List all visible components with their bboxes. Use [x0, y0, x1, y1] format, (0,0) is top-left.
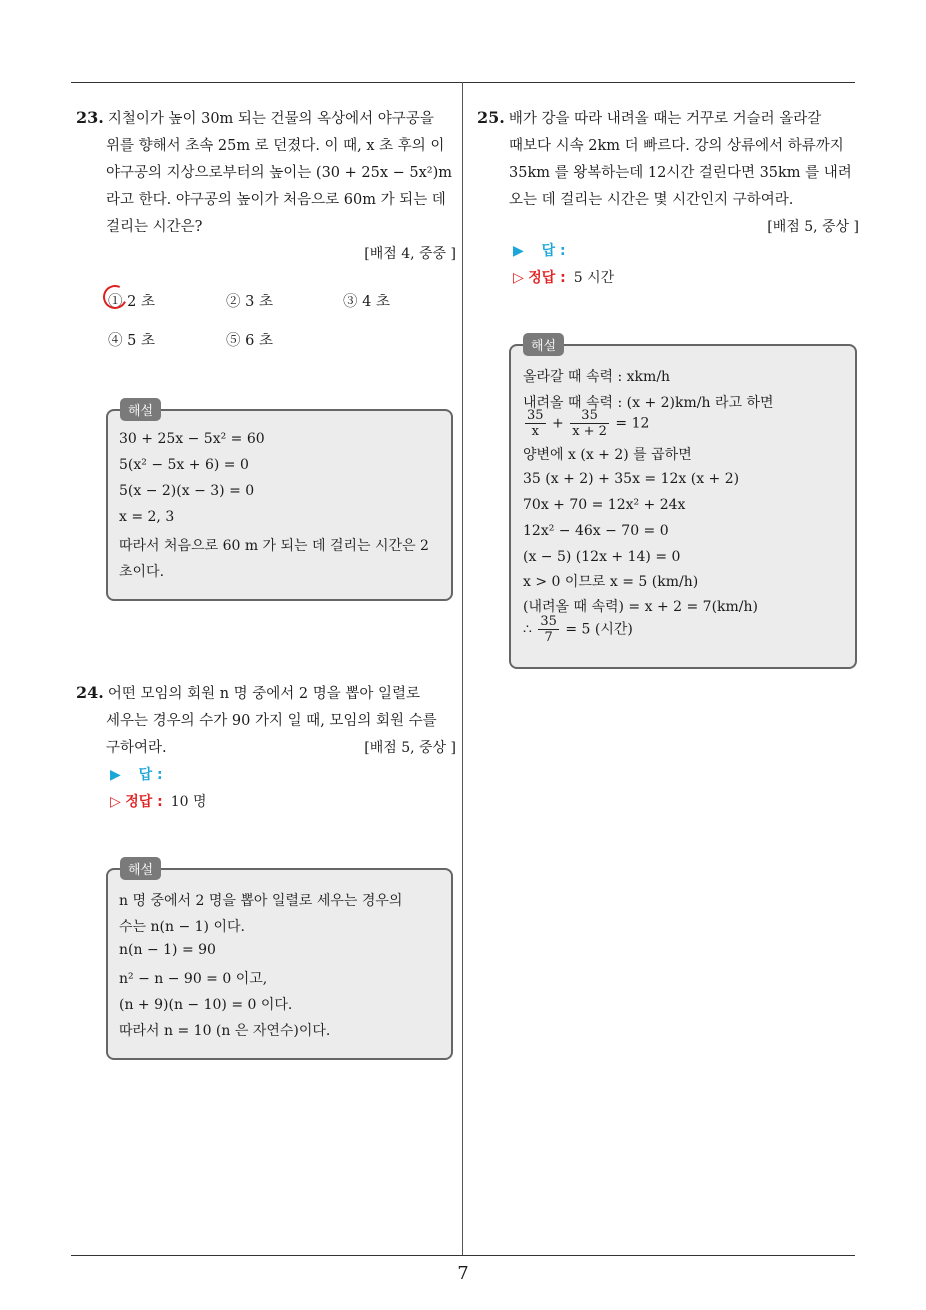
question-24	[76, 679, 456, 762]
solution-line: 35 (x + 2) + 35x = 12x (x + 2)	[523, 471, 740, 487]
question-text-line: 때보다 시속 2km 더 빠르다. 강의 상류에서 하류까지	[509, 138, 844, 154]
equation-rhs: = 5 (시간)	[565, 621, 633, 638]
question-23	[76, 104, 456, 268]
correct-label: 정답 :	[125, 794, 163, 810]
solution-line: n² − n − 90 = 0 이고,	[119, 971, 268, 987]
page-number: 7	[457, 1263, 469, 1284]
solution-line: 초이다.	[119, 564, 165, 580]
solution-line: 12x² − 46x − 70 = 0	[523, 523, 669, 539]
question-text-line: 35km 를 왕복하는데 12시간 걸린다면 35km 를 내려	[509, 165, 852, 181]
question-text-line: 구하여라.	[106, 740, 167, 756]
solution-line: 5(x² − 5x + 6) = 0	[119, 457, 249, 473]
solution-line: (n + 9)(n − 10) = 0 이다.	[119, 997, 293, 1013]
question-text-line: 오는 데 걸리는 시간은 몇 시간인지 구하여라.	[509, 192, 794, 208]
fraction-numerator: 35	[527, 408, 544, 423]
solution-box-24	[106, 863, 453, 1060]
question-text-line: 위를 향해서 초속 25m 로 던졌다. 이 때, x 초 후의 이	[106, 138, 445, 154]
solution-line: 수는 n(n − 1) 이다.	[119, 919, 245, 935]
answer-block-24	[110, 762, 207, 816]
answer-label: 답 :	[541, 243, 566, 259]
score-meta: [배점 4, 중중 ]	[364, 246, 456, 262]
fraction-denominator: x	[531, 424, 539, 439]
question-text-line: 지철이가 높이 30m 되는 건물의 옥상에서 야구공을	[107, 111, 434, 127]
fraction-numerator: 35	[540, 614, 557, 629]
correct-value: 10 명	[170, 794, 207, 810]
equation-rhs: = 12	[615, 415, 650, 432]
choice-list	[108, 290, 448, 350]
solution-box-25	[509, 339, 857, 669]
choice-4[interactable]: ④ 5 초	[108, 333, 155, 349]
choice-1[interactable]: ① 2 초	[108, 290, 155, 311]
question-text-line: 라고 한다. 야구공의 높이가 처음으로 60m 가 되는 데	[106, 192, 446, 208]
outline-arrow-icon: ▷	[513, 270, 524, 286]
question-number: 24.	[76, 683, 104, 702]
solution-line: n(n − 1) = 90	[119, 942, 216, 958]
score-meta: [배점 5, 중상 ]	[767, 219, 859, 235]
solution-line: 5(x − 2)(x − 3) = 0	[119, 483, 255, 499]
correct-label: 정답 :	[528, 270, 566, 286]
solution-tag: 해설	[120, 398, 161, 421]
question-25	[477, 104, 859, 241]
fraction-numerator: 35	[570, 408, 609, 424]
question-number: 23.	[76, 108, 104, 127]
solution-line: n 명 중에서 2 명을 뽑아 일렬로 세우는 경우의	[119, 893, 403, 909]
solution-box-23	[106, 404, 453, 601]
solution-line: 양변에 x (x + 2) 를 곱하면	[523, 447, 692, 463]
outline-arrow-icon: ▷	[110, 794, 121, 810]
solution-line: 내려올 때 속력 : (x + 2)km/h 라고 하면	[523, 395, 774, 411]
question-text-line: 걸리는 시간은?	[106, 219, 203, 235]
question-number: 25.	[477, 108, 505, 127]
play-arrow-icon: ▶	[513, 243, 524, 259]
question-text-line: 세우는 경우의 수가 90 가지 일 때, 모임의 회원 수를	[106, 713, 437, 729]
choice-2[interactable]: ② 3 초	[226, 294, 273, 310]
therefore-symbol: ∴	[523, 621, 532, 638]
answer-block-25	[513, 238, 614, 292]
correct-value: 5 시간	[573, 270, 615, 286]
solution-line: 30 + 25x − 5x² = 60	[119, 431, 265, 447]
solution-tag: 해설	[120, 857, 161, 880]
fraction-denominator: 7	[544, 630, 553, 645]
answer-label: 답 :	[138, 767, 163, 783]
solution-line: 70x + 70 = 12x² + 24x	[523, 497, 686, 513]
solution-line: 따라서 n = 10 (n 은 자연수)이다.	[119, 1023, 331, 1039]
bottom-rule	[71, 1255, 855, 1256]
question-text-line: 어떤 모임의 회원 n 명 중에서 2 명을 뽑아 일렬로	[107, 686, 421, 702]
fraction-conclusion	[523, 614, 633, 645]
solution-line: (x − 5) (12x + 14) = 0	[523, 549, 681, 565]
question-text-line: 야구공의 지상으로부터의 높이는 (30 + 25x − 5x²)m	[106, 165, 453, 181]
score-meta: [배점 5, 중상 ]	[364, 740, 456, 756]
solution-line: 따라서 처음으로 60 m 가 되는 데 걸리는 시간은 2	[119, 538, 429, 554]
choice-5[interactable]: ⑤ 6 초	[226, 333, 273, 349]
column-divider	[462, 82, 463, 1255]
solution-line: x > 0 이므로 x = 5 (km/h)	[523, 574, 699, 590]
fraction-equation: $\frac{35}{x}$ + $\frac{35}{x + 2}$ = 12	[527, 408, 650, 439]
solution-line: (내려올 때 속력) = x + 2 = 7(km/h)	[523, 599, 758, 615]
play-arrow-icon: ▶	[110, 767, 121, 783]
solution-line: x = 2, 3	[119, 509, 175, 525]
solution-line: 올라갈 때 속력 : xkm/h	[523, 369, 671, 385]
top-rule	[71, 82, 855, 83]
choice-3[interactable]: ③ 4 초	[343, 294, 390, 310]
solution-tag: 해설	[523, 333, 564, 356]
question-text-line: 배가 강을 따라 내려올 때는 거꾸로 거슬러 올라갈	[508, 111, 822, 127]
fraction-denominator: x + 2	[572, 424, 607, 439]
